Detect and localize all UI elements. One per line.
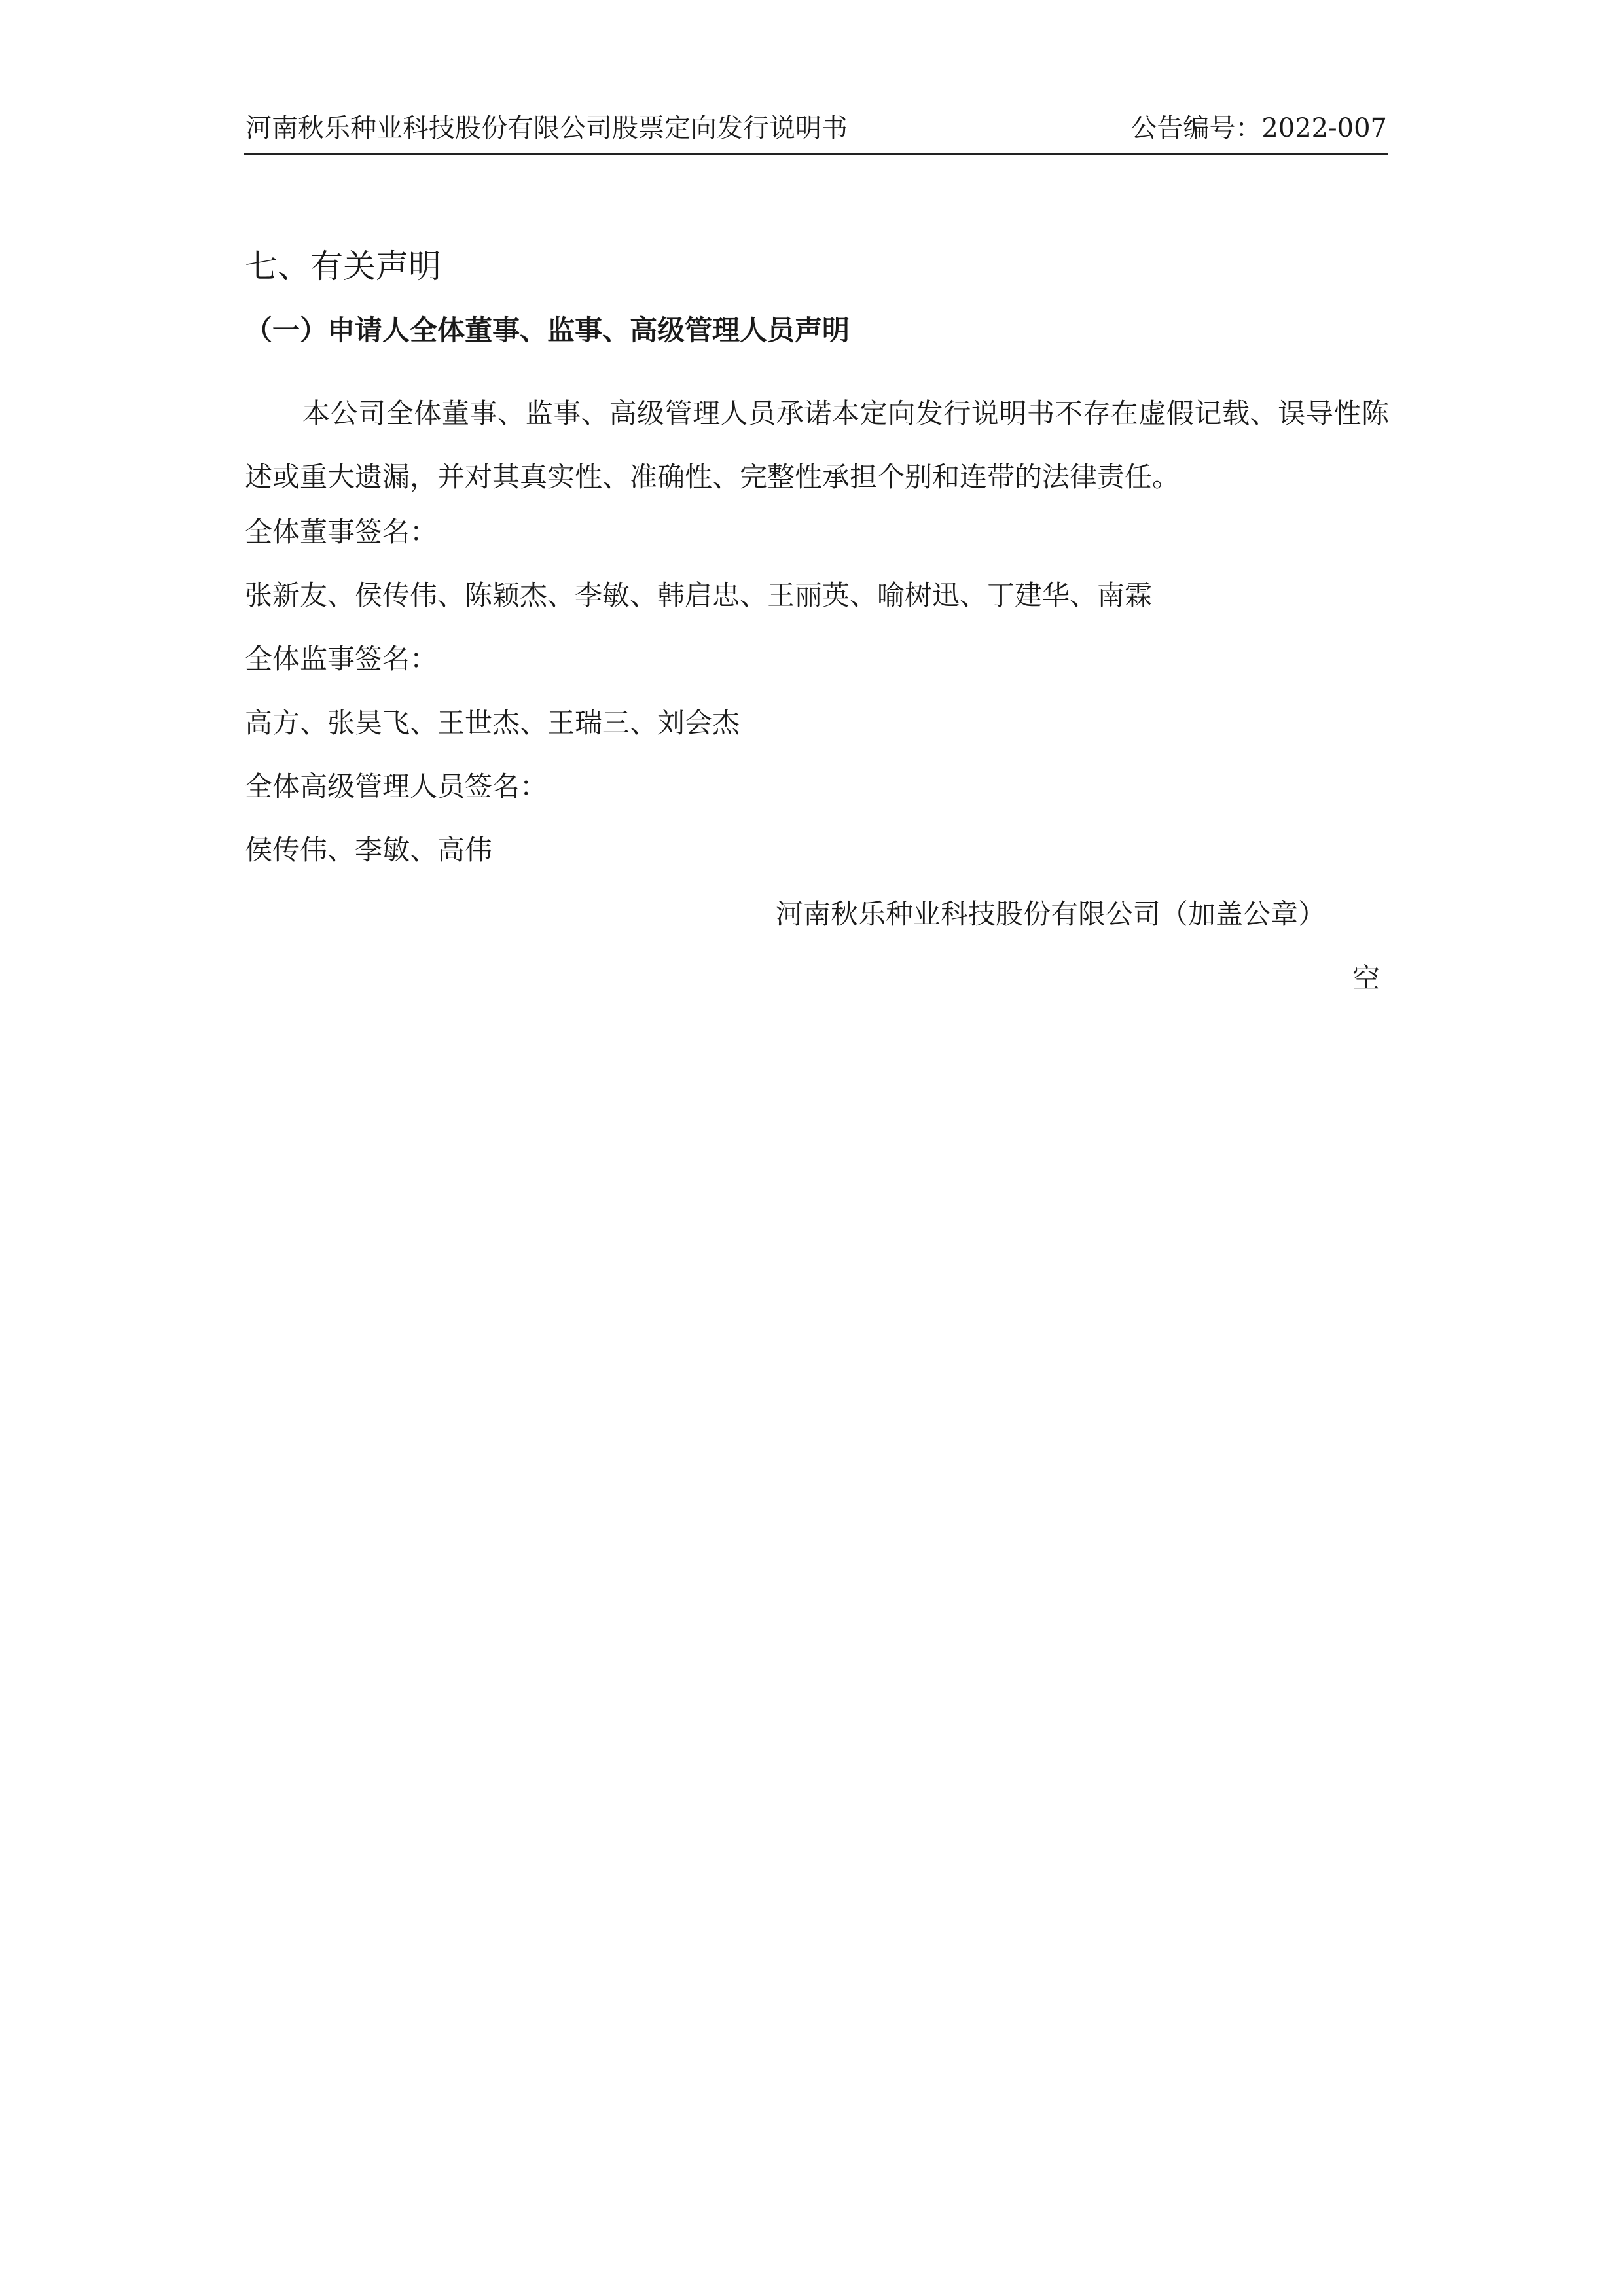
executives-label: 全体高级管理人员签名： xyxy=(245,770,548,802)
section-title: 七、有关声明 xyxy=(245,247,441,285)
company-seal-line: 河南秋乐种业科技股份有限公司（加盖公章） xyxy=(776,898,1326,930)
blank-mark: 空 xyxy=(1352,962,1380,994)
executives-names: 侯传伟、李敏、高伟 xyxy=(245,834,493,866)
supervisors-label: 全体监事签名： xyxy=(245,643,438,675)
supervisors-names: 高方、张昊飞、王世杰、王瑞三、刘会杰 xyxy=(245,707,740,739)
directors-label: 全体董事签名： xyxy=(245,516,438,548)
document-title: 河南秋乐种业科技股份有限公司股票定向发行说明书 xyxy=(245,113,848,143)
announcement-number: 公告编号：2022-007 xyxy=(1130,113,1387,143)
statement-paragraph: 本公司全体董事、监事、高级管理人员承诺本定向发行说明书不存在虚假记载、误导性陈述或重大遗漏，并对其真实性、准确性、完整性承担个别和连带的法律责任。 xyxy=(245,397,1389,493)
subsection-title: （一）申请人全体董事、监事、高级管理人员声明 xyxy=(245,314,850,346)
directors-names: 张新友、侯传伟、陈颖杰、李敏、韩启忠、王丽英、喻树迅、丁建华、南霖 xyxy=(245,579,1153,611)
page-header xyxy=(244,111,1388,155)
